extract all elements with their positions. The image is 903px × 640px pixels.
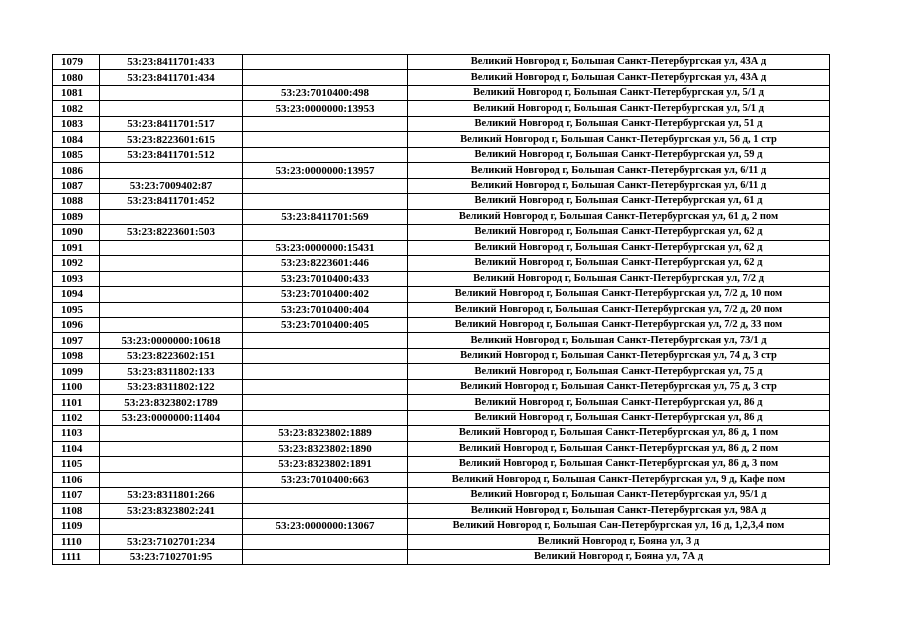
row-number-cell: 1085 — [53, 147, 100, 162]
registry-table-body — [53, 55, 830, 565]
table-row — [53, 116, 830, 131]
address-cell: Великий Новгород г, Большая Санкт-Петербургская ул, 86 д, 2 пом — [408, 441, 830, 456]
table-row — [53, 256, 830, 271]
row-number-cell: 1087 — [53, 178, 100, 193]
row-number-cell: 1104 — [53, 441, 100, 456]
row-number-cell: 1100 — [53, 379, 100, 394]
related-cadastral-number-cell — [243, 410, 408, 425]
related-cadastral-number-cell — [243, 395, 408, 410]
row-number-cell: 1111 — [53, 550, 100, 565]
related-cadastral-number-cell — [243, 70, 408, 85]
table-row — [53, 225, 830, 240]
row-number-cell: 1081 — [53, 85, 100, 100]
row-number-cell: 1079 — [53, 55, 100, 70]
address-cell: Великий Новгород г, Большая Санкт-Петербургская ул, 62 д — [408, 225, 830, 240]
table-row — [53, 209, 830, 224]
related-cadastral-number-cell — [243, 132, 408, 147]
related-cadastral-number-cell: 53:23:7010400:405 — [243, 317, 408, 332]
table-row — [53, 550, 830, 565]
row-number-cell: 1098 — [53, 348, 100, 363]
address-cell: Великий Новгород г, Большая Санкт-Петербургская ул, 56 д, 1 стр — [408, 132, 830, 147]
row-number-cell: 1086 — [53, 163, 100, 178]
table-row — [53, 364, 830, 379]
table-row — [53, 395, 830, 410]
cadastral-number-cell: 53:23:8311801:266 — [100, 488, 243, 503]
row-number-cell: 1091 — [53, 240, 100, 255]
cadastral-number-cell — [100, 472, 243, 487]
cadastral-number-cell: 53:23:8323802:1789 — [100, 395, 243, 410]
table-row — [53, 271, 830, 286]
table-row — [53, 178, 830, 193]
row-number-cell: 1083 — [53, 116, 100, 131]
cadastral-number-cell — [100, 163, 243, 178]
address-cell: Великий Новгород г, Большая Санкт-Петербургская ул, 86 д, 1 пом — [408, 426, 830, 441]
related-cadastral-number-cell: 53:23:0000000:13067 — [243, 519, 408, 534]
related-cadastral-number-cell — [243, 194, 408, 209]
table-row — [53, 472, 830, 487]
cadastral-number-cell: 53:23:8323802:241 — [100, 503, 243, 518]
row-number-cell: 1092 — [53, 256, 100, 271]
address-cell: Великий Новгород г, Большая Санкт-Петербургская ул, 5/1 д — [408, 101, 830, 116]
address-cell: Великий Новгород г, Большая Санкт-Петербургская ул, 5/1 д — [408, 85, 830, 100]
address-cell: Великий Новгород г, Большая Санкт-Петербургская ул, 43А д — [408, 55, 830, 70]
related-cadastral-number-cell: 53:23:7010400:663 — [243, 472, 408, 487]
row-number-cell: 1108 — [53, 503, 100, 518]
address-cell: Великий Новгород г, Большая Санкт-Петербургская ул, 6/11 д — [408, 163, 830, 178]
row-number-cell: 1089 — [53, 209, 100, 224]
related-cadastral-number-cell — [243, 333, 408, 348]
related-cadastral-number-cell: 53:23:7010400:498 — [243, 85, 408, 100]
cadastral-number-cell: 53:23:8223601:615 — [100, 132, 243, 147]
related-cadastral-number-cell: 53:23:0000000:13953 — [243, 101, 408, 116]
address-cell: Великий Новгород г, Большая Санкт-Петербургская ул, 61 д — [408, 194, 830, 209]
related-cadastral-number-cell: 53:23:0000000:13957 — [243, 163, 408, 178]
row-number-cell: 1102 — [53, 410, 100, 425]
address-cell: Великий Новгород г, Большая Санкт-Петербургская ул, 86 д, 3 пом — [408, 457, 830, 472]
address-cell: Великий Новгород г, Большая Санкт-Петербургская ул, 7/2 д — [408, 271, 830, 286]
cadastral-number-cell — [100, 441, 243, 456]
cadastral-registry-table — [52, 54, 830, 565]
address-cell: Великий Новгород г, Большая Санкт-Петербургская ул, 7/2 д, 33 пом — [408, 317, 830, 332]
related-cadastral-number-cell: 53:23:8411701:569 — [243, 209, 408, 224]
table-row — [53, 441, 830, 456]
row-number-cell: 1084 — [53, 132, 100, 147]
related-cadastral-number-cell — [243, 503, 408, 518]
table-row — [53, 147, 830, 162]
row-number-cell: 1088 — [53, 194, 100, 209]
table-row — [53, 333, 830, 348]
address-cell: Великий Новгород г, Большая Санкт-Петербургская ул, 86 д — [408, 395, 830, 410]
table-row — [53, 457, 830, 472]
cadastral-number-cell: 53:23:0000000:10618 — [100, 333, 243, 348]
related-cadastral-number-cell: 53:23:7010400:402 — [243, 287, 408, 302]
related-cadastral-number-cell: 53:23:7010400:404 — [243, 302, 408, 317]
row-number-cell: 1094 — [53, 287, 100, 302]
cadastral-number-cell: 53:23:8223601:503 — [100, 225, 243, 240]
address-cell: Великий Новгород г, Большая Санкт-Петербургская ул, 6/11 д — [408, 178, 830, 193]
row-number-cell: 1103 — [53, 426, 100, 441]
table-row — [53, 426, 830, 441]
cadastral-number-cell — [100, 209, 243, 224]
table-row — [53, 379, 830, 394]
table-row — [53, 101, 830, 116]
cadastral-number-cell: 53:23:8411701:452 — [100, 194, 243, 209]
related-cadastral-number-cell — [243, 550, 408, 565]
table-row — [53, 163, 830, 178]
cadastral-number-cell — [100, 85, 243, 100]
address-cell: Великий Новгород г, Большая Санкт-Петербургская ул, 95/1 д — [408, 488, 830, 503]
table-row — [53, 503, 830, 518]
address-cell: Великий Новгород г, Большая Санкт-Петербургская ул, 74 д, 3 стр — [408, 348, 830, 363]
row-number-cell: 1096 — [53, 317, 100, 332]
table-row — [53, 488, 830, 503]
cadastral-number-cell: 53:23:8411701:517 — [100, 116, 243, 131]
cadastral-number-cell — [100, 302, 243, 317]
row-number-cell: 1082 — [53, 101, 100, 116]
row-number-cell: 1101 — [53, 395, 100, 410]
address-cell: Великий Новгород г, Большая Сан-Петербургская ул, 16 д, 1,2,3,4 пом — [408, 519, 830, 534]
cadastral-number-cell — [100, 287, 243, 302]
address-cell: Великий Новгород г, Большая Санкт-Петербургская ул, 51 д — [408, 116, 830, 131]
cadastral-number-cell — [100, 457, 243, 472]
cadastral-number-cell: 53:23:8311802:122 — [100, 379, 243, 394]
cadastral-number-cell — [100, 101, 243, 116]
address-cell: Великий Новгород г, Большая Санкт-Петербургская ул, 61 д, 2 пом — [408, 209, 830, 224]
cadastral-number-cell: 53:23:8411701:512 — [100, 147, 243, 162]
cadastral-number-cell: 53:23:8223602:151 — [100, 348, 243, 363]
table-row — [53, 348, 830, 363]
cadastral-number-cell — [100, 519, 243, 534]
related-cadastral-number-cell — [243, 534, 408, 549]
cadastral-number-cell: 53:23:7102701:234 — [100, 534, 243, 549]
address-cell: Великий Новгород г, Большая Санкт-Петербургская ул, 7/2 д, 20 пом — [408, 302, 830, 317]
table-row — [53, 85, 830, 100]
related-cadastral-number-cell — [243, 348, 408, 363]
table-row — [53, 317, 830, 332]
table-row — [53, 194, 830, 209]
table-row — [53, 519, 830, 534]
cadastral-number-cell: 53:23:0000000:11404 — [100, 410, 243, 425]
address-cell: Великий Новгород г, Большая Санкт-Петербургская ул, 9 д, Кафе пом — [408, 472, 830, 487]
cadastral-number-cell: 53:23:8411701:433 — [100, 55, 243, 70]
row-number-cell: 1106 — [53, 472, 100, 487]
related-cadastral-number-cell: 53:23:7010400:433 — [243, 271, 408, 286]
table-row — [53, 410, 830, 425]
row-number-cell: 1097 — [53, 333, 100, 348]
cadastral-number-cell: 53:23:7009402:87 — [100, 178, 243, 193]
row-number-cell: 1095 — [53, 302, 100, 317]
address-cell: Великий Новгород г, Большая Санкт-Петербургская ул, 98А д — [408, 503, 830, 518]
related-cadastral-number-cell — [243, 379, 408, 394]
table-row — [53, 287, 830, 302]
row-number-cell: 1105 — [53, 457, 100, 472]
cadastral-number-cell — [100, 426, 243, 441]
related-cadastral-number-cell — [243, 55, 408, 70]
cadastral-number-cell — [100, 271, 243, 286]
table-row — [53, 534, 830, 549]
related-cadastral-number-cell — [243, 364, 408, 379]
address-cell: Великий Новгород г, Большая Санкт-Петербургская ул, 86 д — [408, 410, 830, 425]
table-row — [53, 55, 830, 70]
address-cell: Великий Новгород г, Большая Санкт-Петербургская ул, 7/2 д, 10 пом — [408, 287, 830, 302]
address-cell: Великий Новгород г, Большая Санкт-Петербургская ул, 73/1 д — [408, 333, 830, 348]
address-cell: Великий Новгород г, Большая Санкт-Петербургская ул, 62 д — [408, 240, 830, 255]
related-cadastral-number-cell: 53:23:8323802:1890 — [243, 441, 408, 456]
related-cadastral-number-cell: 53:23:8323802:1889 — [243, 426, 408, 441]
related-cadastral-number-cell — [243, 178, 408, 193]
address-cell: Великий Новгород г, Большая Санкт-Петербургская ул, 43А д — [408, 70, 830, 85]
related-cadastral-number-cell — [243, 116, 408, 131]
cadastral-number-cell: 53:23:8411701:434 — [100, 70, 243, 85]
address-cell: Великий Новгород г, Большая Санкт-Петербургская ул, 59 д — [408, 147, 830, 162]
row-number-cell: 1093 — [53, 271, 100, 286]
address-cell: Великий Новгород г, Бояна ул, 3 д — [408, 534, 830, 549]
row-number-cell: 1109 — [53, 519, 100, 534]
table-row — [53, 240, 830, 255]
row-number-cell: 1090 — [53, 225, 100, 240]
address-cell: Великий Новгород г, Большая Санкт-Петербургская ул, 62 д — [408, 256, 830, 271]
cadastral-number-cell — [100, 317, 243, 332]
row-number-cell: 1107 — [53, 488, 100, 503]
related-cadastral-number-cell — [243, 225, 408, 240]
table-row — [53, 132, 830, 147]
related-cadastral-number-cell: 53:23:8223601:446 — [243, 256, 408, 271]
cadastral-number-cell — [100, 256, 243, 271]
related-cadastral-number-cell: 53:23:8323802:1891 — [243, 457, 408, 472]
cadastral-number-cell: 53:23:7102701:95 — [100, 550, 243, 565]
address-cell: Великий Новгород г, Бояна ул, 7А д — [408, 550, 830, 565]
row-number-cell: 1099 — [53, 364, 100, 379]
cadastral-number-cell: 53:23:8311802:133 — [100, 364, 243, 379]
row-number-cell: 1110 — [53, 534, 100, 549]
table-row — [53, 302, 830, 317]
related-cadastral-number-cell — [243, 147, 408, 162]
cadastral-number-cell — [100, 240, 243, 255]
related-cadastral-number-cell — [243, 488, 408, 503]
address-cell: Великий Новгород г, Большая Санкт-Петербургская ул, 75 д — [408, 364, 830, 379]
table-row — [53, 70, 830, 85]
related-cadastral-number-cell: 53:23:0000000:15431 — [243, 240, 408, 255]
address-cell: Великий Новгород г, Большая Санкт-Петербургская ул, 75 д, 3 стр — [408, 379, 830, 394]
row-number-cell: 1080 — [53, 70, 100, 85]
